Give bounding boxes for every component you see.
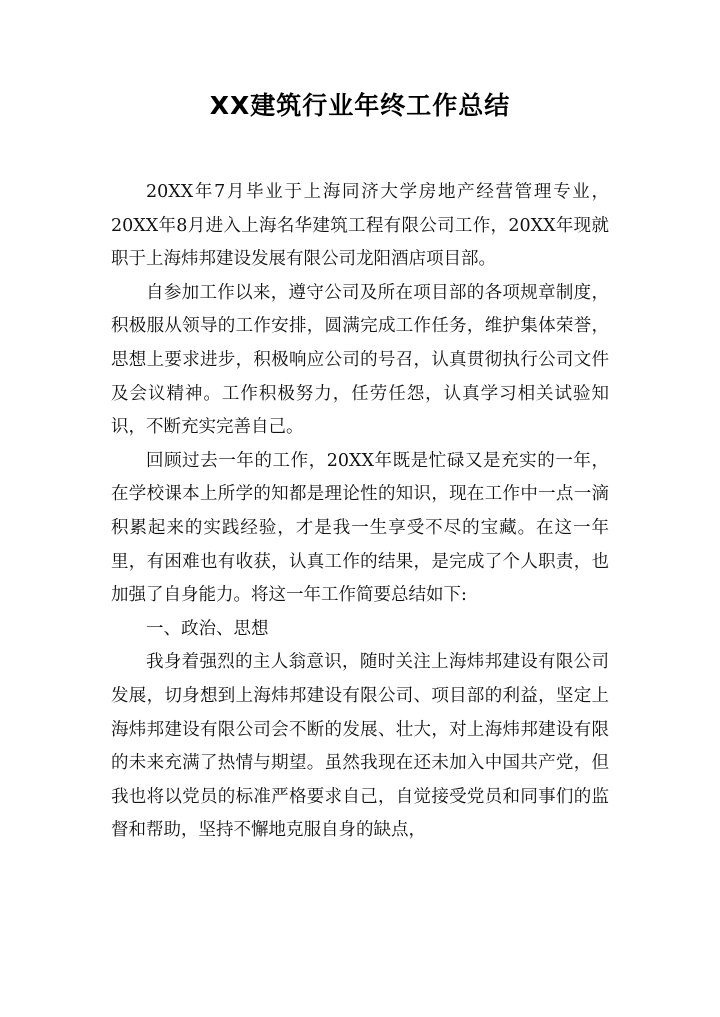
document-body bbox=[111, 176, 609, 848]
paragraph-review: 回顾过去一年的工作，20XX年既是忙碌又是充实的一年，在学校课本上所学的知都是理论性的知识，现在工作中一点一滴积累起来的实践经验，才是我一生享受不尽的宝藏。在这一年里，有困难也有收获，认真工作的结果，是完成了个人职责，也加强了自身能力。将这一年工作简要总结如下: bbox=[111, 450, 609, 606]
paragraph-attitude: 自参加工作以来，遵守公司及所在项目部的各项规章制度，积极服从领导的工作安排，圆满完成工作任务，维护集体荣誉，思想上要求进步，积极响应公司的号召，认真贯彻执行公司文件及会议精神。工作积极努力，任劳任怨，认真学习相关试验知识，不断充实完善自己。 bbox=[111, 282, 609, 438]
section-heading-politics: 一、政治、思想 bbox=[146, 618, 269, 639]
paragraph-politics: 我身着强烈的主人翁意识，随时关注上海炜邦建设有限公司发展，切身想到上海炜邦建设有限公司、项目部的利益，坚定上海炜邦建设有限公司会不断的发展、壮大，对上海炜邦建设有限的未来充满了热情与期望。虽然我现在还未加入中国共产党，但我也将以党员的标准严格要求自己，自觉接受党员和同事们的监督和帮助，坚持不懈地克服自身的缺点， bbox=[111, 652, 609, 841]
document-title: XX建筑行业年终工作总结 bbox=[209, 91, 511, 120]
paragraph-education: 20XX年7月毕业于上海同济大学房地产经营管理专业，20XX年8月进入上海名华建筑工程有限公司工作，20XX年现就职于上海炜邦建设发展有限公司龙阳酒店项目部。 bbox=[111, 182, 609, 270]
